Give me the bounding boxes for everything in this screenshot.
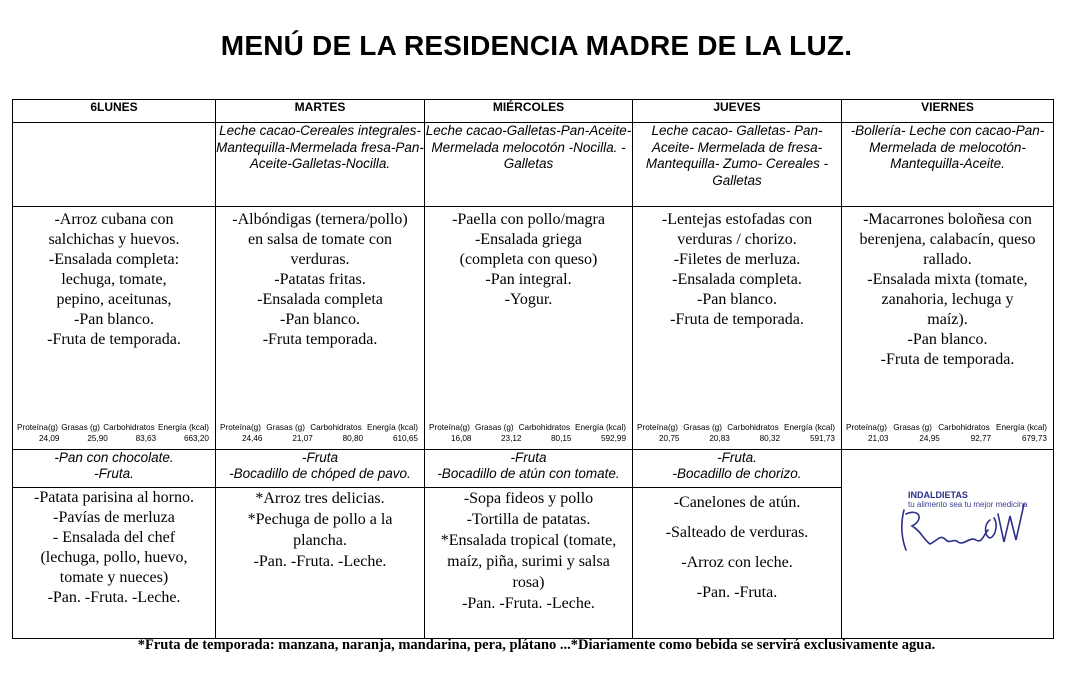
dish-line: verduras.	[290, 251, 350, 268]
snack-row	[13, 450, 1054, 488]
dish-line: -Fruta de temporada.	[47, 331, 181, 348]
nutrition-value: 679,73	[1021, 434, 1047, 443]
day-header-monday: 6LUNES	[13, 100, 216, 123]
dinner-tuesday	[216, 488, 425, 639]
nutrition-values	[17, 433, 209, 444]
nutrition-label: Energía (kcal)	[784, 423, 835, 432]
nutrition-label: Energía (kcal)	[158, 423, 209, 432]
dish-line: lechuga, tomate,	[61, 271, 167, 288]
menu-table	[12, 99, 1054, 639]
dish-line: -Pan integral.	[485, 271, 572, 288]
dish-line: (completa con queso)	[459, 251, 598, 268]
dish-line: - Ensalada del chef	[52, 529, 176, 546]
lunch-thursday	[633, 207, 842, 450]
dish-line: -Lentejas estofadas con	[661, 211, 813, 228]
dish-line: berenjena, calabacín, queso	[859, 231, 1036, 248]
nutrition-label: Energía (kcal)	[996, 423, 1047, 432]
nutrition-value: 21,07	[292, 434, 313, 443]
dish-line: -Ensalada mixta (tomate,	[867, 271, 1028, 288]
dish-line: -Pan blanco.	[280, 311, 360, 328]
nutrition-label: Grasas (g)	[893, 423, 932, 432]
dish-line: plancha.	[293, 532, 347, 549]
stamp-tagline: tu alimento sea tu mejor medicina	[908, 500, 1028, 509]
dish-line: rosa)	[512, 574, 545, 591]
breakfast-monday	[13, 123, 216, 207]
nutrition-value: 592,99	[600, 434, 626, 443]
nutrition-value: 92,77	[970, 434, 992, 443]
nutrition-label: Grasas (g)	[474, 423, 514, 432]
dish-line: -Salteado de verduras.	[665, 524, 809, 541]
stamp-name: INDALDIETAS	[908, 490, 968, 500]
nutrition-label: Carbohidratos	[938, 423, 990, 432]
breakfast-thursday: Leche cacao- Galletas- Pan-Aceite- Mermelada de fresa-Mantequilla- Zumo- Cereales -Galletas	[633, 123, 842, 207]
snack-thursday	[633, 450, 842, 488]
day-header-thursday: JUEVES	[633, 100, 842, 123]
nutrition-label: Grasas (g)	[683, 423, 722, 432]
dish-line: -Pavías de merluza	[53, 509, 175, 526]
breakfast-row	[13, 123, 1054, 207]
dish-line: -Pan blanco.	[907, 331, 988, 348]
nutrition-value: 25,90	[87, 434, 108, 443]
nutrition-values	[220, 433, 418, 444]
dish-line: verduras / chorizo.	[677, 231, 797, 248]
dish-line: -Patata parisina al horno.	[34, 489, 194, 506]
nutrition-values	[429, 433, 626, 444]
snack-line: -Bocadillo de atún con tomate.	[437, 466, 620, 481]
dish-line: -Canelones de atún.	[673, 494, 801, 511]
dish-line: tomate y nueces)	[59, 569, 169, 586]
stamp-text	[908, 490, 1028, 510]
dish-line: -Pan. -Fruta.	[696, 584, 778, 601]
nutrition-label: Carbohidratos	[727, 423, 779, 432]
nutrition-labels	[846, 422, 1047, 433]
nutrition-value: 83,63	[135, 434, 157, 443]
dish-line: -Fruta temporada.	[262, 331, 378, 348]
nutrition-value: 80,80	[342, 434, 364, 443]
nutrition-labels	[429, 422, 626, 433]
dish-line: -Fruta de temporada.	[880, 351, 1015, 368]
dish-line: -Fruta de temporada.	[670, 311, 804, 328]
dish-line: -Tortilla de patatas.	[466, 511, 591, 528]
breakfast-tuesday: Leche cacao-Cereales integrales-Mantequilla-Mermelada fresa-Pan-Aceite-Galletas-Nocilla.	[216, 123, 425, 207]
nutrition-summary	[17, 422, 209, 444]
dish-line: maíz).	[927, 311, 968, 328]
nutrition-labels	[220, 422, 418, 433]
dish-line: -Paella con pollo/magra	[452, 211, 605, 228]
day-header-tuesday: MARTES	[216, 100, 425, 123]
nutrition-value: 80,15	[550, 434, 572, 443]
nutrition-values	[846, 433, 1047, 444]
lunch-dishes	[216, 207, 424, 350]
dish-line: pepino, aceitunas,	[56, 291, 172, 308]
lunch-dishes	[13, 207, 215, 350]
dish-line: -Pan. -Fruta. -Leche.	[47, 589, 181, 606]
dish-line: -Filetes de merluza.	[673, 251, 801, 268]
nutrition-label: Energía (kcal)	[367, 423, 418, 432]
nutrition-value: 591,73	[809, 434, 835, 443]
dish-line: -Pan blanco.	[697, 291, 777, 308]
lunch-tuesday	[216, 207, 425, 450]
lunch-monday	[13, 207, 216, 450]
dish-line: -Ensalada griega	[474, 231, 583, 248]
day-header-friday: VIERNES	[842, 100, 1054, 123]
nutrition-label: Proteína(g)	[429, 423, 470, 432]
snack-tuesday	[216, 450, 425, 488]
nutrition-label: Proteína(g)	[846, 423, 887, 432]
dish-line: en salsa de tomate con	[248, 231, 392, 248]
snack-monday	[13, 450, 216, 488]
breakfast-wednesday: Leche cacao-Galletas-Pan-Aceite- Mermelada melocotón -Nocilla. -Galletas	[425, 123, 633, 207]
nutrition-label: Proteína(g)	[637, 423, 678, 432]
snack-line: -Pan con chocolate.	[54, 450, 174, 465]
dish-line: *Ensalada tropical (tomate,	[440, 532, 617, 549]
snack-line: -Fruta.	[717, 450, 757, 465]
dish-line: -Sopa fideos y pollo	[463, 490, 594, 507]
dinner-wednesday	[425, 488, 633, 639]
nutrition-summary	[637, 422, 835, 444]
dish-line: *Arroz tres delicias.	[255, 490, 385, 507]
dish-line: -Ensalada completa.	[672, 271, 802, 288]
nutrition-labels	[17, 422, 209, 433]
snack-line: -Fruta	[510, 450, 547, 465]
lunch-dishes	[842, 207, 1053, 370]
dish-line: (lechuga, pollo, huevo,	[40, 549, 188, 566]
lunch-friday	[842, 207, 1054, 450]
nutrition-value: 80,32	[759, 434, 781, 443]
day-header-wednesday: MIÉRCOLES	[425, 100, 633, 123]
nutrition-value: 24,95	[919, 434, 940, 443]
nutrition-value: 663,20	[183, 434, 209, 443]
dish-line: zanahoria, lechuga y	[881, 291, 1014, 308]
nutrition-summary	[220, 422, 418, 444]
nutrition-value: 24,09	[39, 434, 60, 443]
nutrition-values	[637, 433, 835, 444]
nutrition-value: 23,12	[500, 434, 522, 443]
nutrition-label: Carbohidratos	[518, 423, 571, 432]
nutrition-label: Carbohidratos	[103, 423, 155, 432]
nutrition-value: 16,08	[451, 434, 472, 443]
nutrition-label: Carbohidratos	[310, 423, 362, 432]
lunch-dishes	[633, 207, 841, 330]
signature-cell	[842, 450, 1054, 639]
nutrition-label: Grasas (g)	[266, 423, 305, 432]
snack-line: -Bocadillo de chorizo.	[672, 466, 802, 481]
page-title: MENÚ DE LA RESIDENCIA MADRE DE LA LUZ.	[220, 30, 853, 61]
snack-line: -Fruta.	[94, 466, 134, 481]
nutrition-value: 24,46	[242, 434, 263, 443]
lunch-wednesday	[425, 207, 633, 450]
nutrition-label: Energía (kcal)	[575, 423, 626, 432]
breakfast-friday: -Bollería- Leche con cacao-Pan- Mermelada de melocotón-Mantequilla-Aceite.	[842, 123, 1054, 207]
dish-line: -Albóndigas (ternera/pollo)	[232, 211, 408, 228]
dish-line: -Patatas fritas.	[274, 271, 366, 288]
dish-line: *Pechuga de pollo a la	[247, 511, 393, 528]
dish-line: -Yogur.	[504, 291, 553, 308]
day-header-row	[13, 100, 1054, 123]
nutrition-label: Proteína(g)	[220, 423, 261, 432]
nutrition-labels	[637, 422, 835, 433]
snack-wednesday	[425, 450, 633, 488]
company-stamp	[880, 490, 1030, 560]
snack-line: -Fruta	[301, 450, 338, 465]
dish-line: -Pan. -Fruta. -Leche.	[462, 595, 595, 612]
dish-line: salchichas y huevos.	[48, 231, 180, 248]
lunch-dishes	[425, 207, 632, 310]
lunch-row	[13, 207, 1054, 450]
dish-line: -Arroz con leche.	[681, 554, 793, 571]
dish-line: rallado.	[923, 251, 972, 268]
nutrition-value: 21,03	[868, 434, 889, 443]
dish-line: -Pan blanco.	[74, 311, 154, 328]
nutrition-label: Grasas (g)	[61, 423, 100, 432]
nutrition-summary	[846, 422, 1047, 444]
footer-note: *Fruta de temporada: manzana, naranja, mandarina, pera, plátano ...*Diariamente como bebida se servirá exclusivamente agua.	[137, 637, 936, 653]
dish-line: -Pan. -Fruta. -Leche.	[253, 553, 387, 570]
dinner-thursday	[633, 488, 842, 639]
nutrition-summary	[429, 422, 626, 444]
nutrition-value: 20,83	[709, 434, 730, 443]
dish-line: -Arroz cubana con	[54, 211, 174, 228]
nutrition-value: 20,75	[659, 434, 680, 443]
dish-line: -Macarrones boloñesa con	[863, 211, 1032, 228]
dish-line: maíz, piña, surimi y salsa	[447, 553, 610, 570]
nutrition-label: Proteína(g)	[17, 423, 58, 432]
dish-line: -Ensalada completa:	[48, 251, 180, 268]
snack-line: -Bocadillo de chóped de pavo.	[229, 466, 411, 481]
dish-line: -Ensalada completa	[257, 291, 383, 308]
nutrition-value: 610,65	[392, 434, 418, 443]
dinner-monday	[13, 488, 216, 639]
